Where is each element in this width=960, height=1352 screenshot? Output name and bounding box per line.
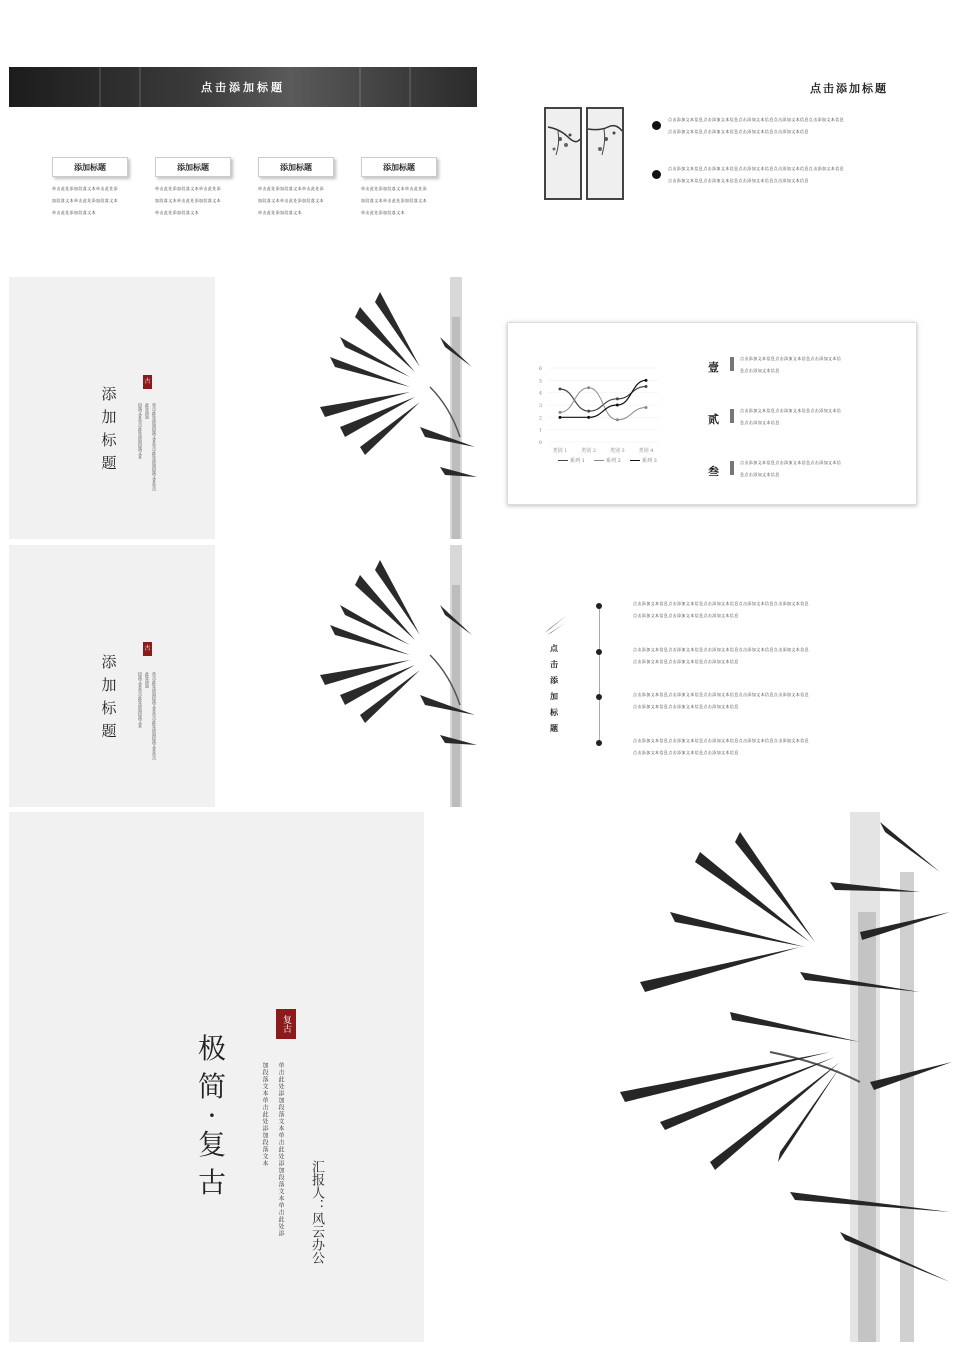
text-line: 加段落文本单击此处添加段落文本 [155, 198, 221, 203]
data-point [616, 404, 619, 407]
text-line: 点击添加文本信息点击添加文本信息点击添加文本信息点击添加文本信息点击添加文本信息 [668, 117, 844, 122]
timeline-dot [596, 649, 602, 655]
text-line: 点击添加文本信息点击添加文本信息点击添加文本信 [740, 356, 842, 361]
text-line: 点击添加文本信息点击添加文本信息点击添加文本信息点击添加文本信息 [668, 129, 809, 134]
title-char: 加 [101, 676, 117, 694]
slide1-card-2-text [155, 183, 235, 219]
text-line: 点击添加文本信息点击添加文本信息点击添加文本信息点击添加文本信息点击添加文本信息 [633, 647, 809, 652]
data-point [645, 379, 648, 382]
item-bar [730, 461, 734, 475]
bamboo-illustration [300, 277, 477, 539]
text-line: 息点击添加文本信息 [740, 420, 780, 425]
data-point [616, 397, 619, 400]
data-point [645, 385, 648, 388]
slide1-card-1-label: 添加标题 [52, 157, 128, 177]
text-column: 单击此处添加段落文本单击此处添加段落文本单击此处添加 [145, 672, 157, 760]
x-tick-label: 类别 4 [638, 448, 654, 454]
title-char: · [207, 1099, 217, 1132]
y-tick-label: 1 [538, 427, 542, 434]
title-char: 极 [197, 1032, 226, 1065]
title-char: 复 [197, 1128, 226, 1161]
title-char: 简 [197, 1070, 226, 1103]
slide1-card-3-label: 添加标题 [258, 157, 334, 177]
slide2-bullet-1 [668, 114, 918, 138]
text-line: 单击此处添加段落文本单击此处添 [52, 186, 118, 191]
data-point [587, 416, 590, 419]
text-line: 点击添加文本信息点击添加文本信息点击添加文本信 [740, 408, 842, 413]
item-bar [730, 409, 734, 423]
title-char: 标 [550, 707, 558, 717]
slide2-frame-left [544, 107, 582, 200]
text-line: 息点击添加文本信息 [740, 368, 780, 373]
cover-reporter: 汇报人：风云办公 [309, 1160, 324, 1264]
title-char: 题 [101, 454, 117, 472]
seal-stamp: 复古 [276, 1009, 296, 1039]
text-line: 点击添加文本信息点击添加文本信息点击添加文本信息点击添加文本信息 [668, 178, 809, 183]
bamboo-leaf-icon [543, 613, 569, 637]
item-text [740, 353, 910, 377]
text-column: 段落文本单击此处添加段落文本 [138, 403, 143, 459]
x-tick-label: 类别 2 [581, 448, 597, 454]
timeline-dot [596, 603, 602, 609]
text-line: 点击添加文本信息点击添加文本信息点击添加文本信息点击添加文本信息点击添加文本信息 [633, 692, 809, 697]
slide3-title [100, 383, 118, 475]
slide6-item-3 [633, 689, 893, 713]
data-point [616, 418, 619, 421]
timeline-dot [596, 740, 602, 746]
slide1-card-3-text [258, 183, 338, 219]
timeline-line [599, 606, 600, 746]
slide5-body [137, 672, 158, 760]
text-line: 加段落文本单击此处添加段落文本 [361, 198, 427, 203]
item-number: 壹 [708, 361, 719, 374]
text-line: 息点击添加文本信息 [740, 472, 780, 477]
data-point [559, 416, 562, 419]
text-line: 点击添加文本信息点击添加文本信息点击添加文本信息 [633, 613, 739, 618]
seal-stamp: 古 [143, 642, 152, 656]
slide1-card-4-text [361, 183, 441, 219]
seal-stamp: 古 [143, 375, 152, 389]
legend-label: 系列 2 [606, 458, 621, 464]
x-tick-label: 类别 3 [609, 448, 625, 454]
slide5-title [100, 651, 118, 743]
text-line: 单击此处添加段落文本 [52, 210, 96, 215]
slide2-frame-right [586, 107, 624, 200]
title-char: 添 [550, 675, 558, 685]
title-char: 添 [101, 385, 117, 403]
bamboo-illustration [300, 545, 477, 807]
slide4-card [507, 322, 917, 505]
slide1-banner [9, 67, 477, 107]
y-tick-label: 4 [538, 390, 542, 397]
ink-dot-icon [652, 170, 661, 179]
text-line: 单击此处添加段落文本 [258, 210, 302, 215]
plum-branch-icon [588, 109, 622, 198]
title-char: 古 [197, 1166, 226, 1199]
slide6-title [548, 640, 560, 736]
slide3-body [137, 403, 158, 491]
slide6-item-1 [633, 598, 893, 622]
title-char: 标 [101, 431, 117, 449]
text-line: 加段落文本单击此处添加段落文本 [258, 198, 324, 203]
data-point [559, 411, 562, 414]
text-column: 单击此处添加段落文本单击此处添加段落文本单击此处添 [277, 1062, 284, 1237]
text-line: 点击添加文本信息点击添加文本信息点击添加文本信 [740, 460, 842, 465]
slide6-title-chars [548, 640, 560, 736]
text-column: 单击此处添加段落文本单击此处添加段落文本单击此处添加 [145, 403, 157, 491]
x-tick-label: 类别 1 [552, 448, 568, 454]
text-line: 点击添加文本信息点击添加文本信息点击添加文本信息 [633, 750, 739, 755]
cover-title [195, 1030, 229, 1202]
slide2-title: 点击添加标题 [810, 82, 888, 95]
y-tick-label: 0 [538, 440, 542, 446]
item-number: 贰 [708, 413, 719, 426]
item-bar [730, 357, 734, 371]
text-line: 加段落文本单击此处添加段落文本 [52, 198, 118, 203]
ink-dot-icon [652, 121, 661, 130]
cover-body [256, 1062, 288, 1252]
y-tick-label: 2 [538, 415, 542, 422]
data-point [587, 410, 590, 413]
title-char: 加 [550, 691, 558, 701]
slide1-card-2-label: 添加标题 [155, 157, 231, 177]
item-text [740, 457, 910, 481]
item-number: 叁 [708, 465, 719, 478]
title-char: 题 [101, 722, 117, 740]
text-line: 点击添加文本信息点击添加文本信息点击添加文本信息点击添加文本信息点击添加文本信息 [633, 738, 809, 743]
data-point [645, 406, 648, 409]
slide1-title: 点击添加标题 [201, 81, 285, 94]
title-char: 击 [550, 659, 558, 669]
line-chart [528, 358, 678, 498]
text-column: 段落文本单击此处添加段落文本 [138, 672, 143, 728]
text-line: 单击此处添加段落文本 [155, 210, 199, 215]
title-char: 加 [101, 408, 117, 426]
text-line: 点击添加文本信息点击添加文本信息点击添加文本信息点击添加文本信息点击添加文本信息 [668, 166, 844, 171]
text-line: 点击添加文本信息点击添加文本信息点击添加文本信息 [633, 704, 739, 709]
plum-branch-icon [546, 109, 580, 198]
title-char: 添 [101, 653, 117, 671]
text-line: 点击添加文本信息点击添加文本信息点击添加文本信息 [633, 659, 739, 664]
y-tick-label: 6 [538, 366, 542, 372]
text-line: 单击此处添加段落文本单击此处添 [361, 186, 427, 191]
text-line: 单击此处添加段落文本 [361, 210, 405, 215]
title-char: 标 [101, 699, 117, 717]
item-text [740, 405, 910, 429]
y-tick-label: 3 [538, 403, 542, 409]
slide2-bullet-2 [668, 163, 918, 187]
data-point [559, 387, 562, 390]
slide1-card-1-text [52, 183, 132, 219]
slide6-item-2 [633, 644, 893, 668]
y-tick-label: 5 [538, 378, 542, 385]
text-line: 点击添加文本信息点击添加文本信息点击添加文本信息点击添加文本信息点击添加文本信息 [633, 601, 809, 606]
slide1-card-4-label: 添加标题 [361, 157, 437, 177]
legend-label: 系列 1 [570, 458, 585, 464]
text-column: 加段落文本单击此处添加段落文本 [261, 1062, 268, 1167]
title-char: 题 [550, 723, 558, 733]
title-char: 点 [550, 643, 558, 653]
bamboo-illustration [600, 812, 952, 1342]
text-line: 单击此处添加段落文本单击此处添 [258, 186, 324, 191]
slide6-item-4 [633, 735, 893, 759]
data-point [587, 386, 590, 389]
legend-label: 系列 3 [642, 458, 657, 464]
text-line: 单击此处添加段落文本单击此处添 [155, 186, 221, 191]
timeline-dot [596, 694, 602, 700]
